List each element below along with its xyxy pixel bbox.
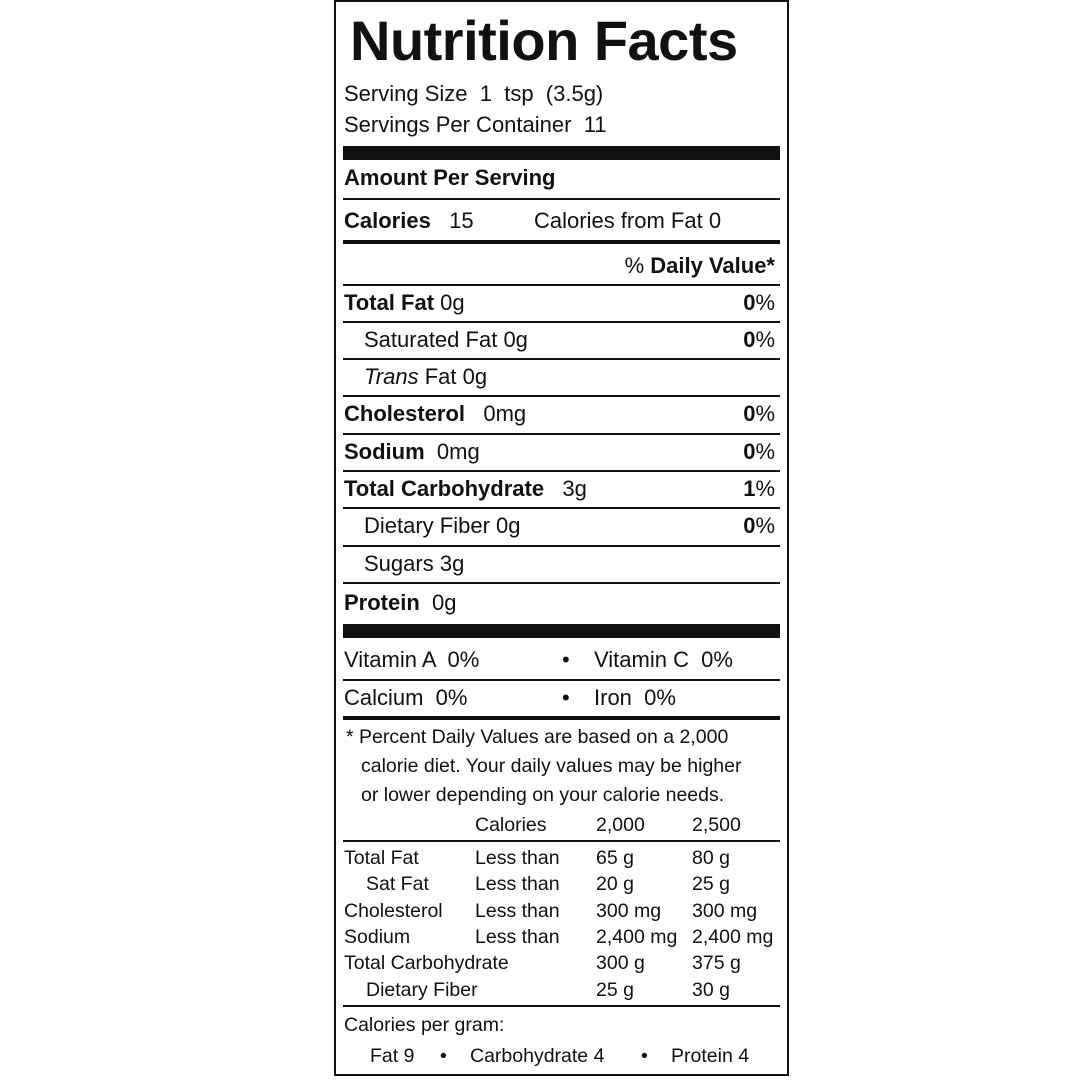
nutrient-name: Cholesterol <box>344 401 466 426</box>
nutrient-row-cholesterol <box>344 401 526 427</box>
divider <box>343 1005 780 1007</box>
nutrient-name: Dietary Fiber <box>364 513 490 538</box>
nutrient-amount: 0g <box>440 290 465 315</box>
calories-from-fat <box>534 208 721 234</box>
bullet: • <box>562 647 570 672</box>
iron: Iron 0% <box>594 685 676 710</box>
nutrient-row-total-carbohydrate <box>344 476 587 502</box>
dv-percent-sign: % <box>755 513 775 538</box>
divider <box>343 582 780 584</box>
dv-percent-sign: % <box>755 327 775 352</box>
divider <box>343 358 780 360</box>
divider-medium <box>343 240 780 244</box>
calories-per-gram-label: Calories per gram: <box>344 1014 505 1036</box>
nutrient-dv <box>743 439 775 465</box>
nutrient-amount: 3g <box>439 551 465 576</box>
nutrient-dv <box>743 290 775 316</box>
servings-per-container <box>344 112 607 138</box>
servings-per-container-label: Servings Per Container <box>344 112 572 137</box>
amount-per-serving: Amount Per Serving <box>344 165 556 190</box>
nutrient-row-protein <box>344 590 457 616</box>
dv-table-cell: Dietary Fiber <box>366 979 478 1001</box>
label-title: Nutrition Facts <box>350 9 738 72</box>
nutrient-amount: 0g <box>503 327 528 352</box>
nutrient-name: Total Fat <box>344 290 435 315</box>
nutrient-amount: 3g <box>562 476 587 501</box>
nutrient-name: Sugars <box>364 551 434 576</box>
nutrient-dv <box>743 513 775 539</box>
calories-per-gram-protein: Protein 4 <box>671 1045 750 1067</box>
vitamin-a: Vitamin A 0% <box>344 647 480 672</box>
divider <box>343 679 780 681</box>
calories-from-fat-value: 0 <box>708 208 722 233</box>
footnote-line: * Percent Daily Values are based on a 2,000 <box>346 726 729 748</box>
nutrient-row-sugars <box>364 551 464 577</box>
dv-table-cell: 65 g <box>596 847 634 869</box>
dv-table-cell: Less than <box>475 926 560 948</box>
dv-percent-sign: % <box>755 290 775 315</box>
nutrient-row-sodium <box>344 439 480 465</box>
dv-table-cell: 80 g <box>692 847 730 869</box>
dv-table-cell: Sodium <box>344 926 411 948</box>
dv-table-cell: 300 g <box>596 952 645 974</box>
calories-per-gram-fat: Fat 9 <box>370 1045 415 1067</box>
dv-percent-sign: % <box>755 401 775 426</box>
dv-table-cell: Less than <box>475 847 560 869</box>
dv-table-cell: Sat Fat <box>366 873 429 895</box>
nutrient-amount: 0g <box>432 590 457 615</box>
daily-value-label: Daily Value* <box>650 253 775 278</box>
nutrient-dv <box>743 327 775 353</box>
dv-table-cell: 300 mg <box>596 900 662 922</box>
divider <box>343 545 780 547</box>
calories-per-gram-carbohydrate: Carbohydrate 4 <box>470 1045 605 1067</box>
dv-table-cell: 300 mg <box>692 900 758 922</box>
dv-value: 0 <box>743 401 756 426</box>
nutrient-row-saturated-fat <box>364 327 528 353</box>
dv-table-cell: 25 g <box>596 979 634 1001</box>
dv-table-cell: 30 g <box>692 979 730 1001</box>
dv-table-cell: 2,400 mg <box>692 926 774 948</box>
dv-table-cell: 20 g <box>596 873 634 895</box>
dv-table-cell: 375 g <box>692 952 741 974</box>
dv-value: 1 <box>743 476 756 501</box>
nutrition-facts-label <box>334 0 789 1076</box>
nutrient-name: Protein <box>344 590 420 615</box>
footnote-line: calorie diet. Your daily values may be higher <box>361 755 742 777</box>
dv-table-cell: 25 g <box>692 873 730 895</box>
nutrient-dv <box>743 401 775 427</box>
dv-table-cell: Total Carbohydrate <box>344 952 509 974</box>
divider <box>343 321 780 323</box>
dv-table-cell: Total Fat <box>344 847 419 869</box>
bullet: • <box>562 685 570 710</box>
nutrient-name: Total Carbohydrate <box>344 476 545 501</box>
dv-value: 0 <box>743 439 756 464</box>
divider <box>343 284 780 286</box>
nutrient-name: Trans <box>364 364 419 389</box>
dv-table-header: 2,500 <box>692 814 741 836</box>
nutrient-row-total-fat <box>344 290 465 316</box>
calcium: Calcium 0% <box>344 685 468 710</box>
divider-thick <box>343 146 780 160</box>
dv-table-header: Calories <box>475 814 547 836</box>
calories-row <box>344 208 474 234</box>
serving-size-label: Serving Size <box>344 81 468 106</box>
dv-table-cell: 2,400 mg <box>596 926 678 948</box>
servings-per-container-value: 11 <box>583 112 607 137</box>
dv-table-cell: Cholesterol <box>344 900 443 922</box>
nutrient-amount: 0mg <box>436 439 480 464</box>
dv-percent-sign: % <box>755 439 775 464</box>
dv-table-cell: Less than <box>475 900 560 922</box>
nutrient-amount: Fat 0g <box>424 364 488 389</box>
nutrient-row-dietary-fiber <box>364 513 521 539</box>
serving-size-value: 1 tsp (3.5g) <box>479 81 604 106</box>
bullet: • <box>641 1045 648 1067</box>
divider-medium <box>343 716 780 720</box>
daily-value-header <box>625 253 775 279</box>
vitamin-c: Vitamin C 0% <box>594 647 733 672</box>
nutrient-dv <box>743 476 775 502</box>
nutrient-row-trans-fat <box>364 364 487 390</box>
dv-value: 0 <box>743 327 756 352</box>
dv-value: 0 <box>743 513 756 538</box>
dv-table-cell: Less than <box>475 873 560 895</box>
divider <box>343 840 780 842</box>
nutrient-name: Saturated Fat <box>364 327 498 352</box>
divider <box>343 507 780 509</box>
bullet: • <box>440 1045 447 1067</box>
nutrient-name: Sodium <box>344 439 425 464</box>
divider <box>343 198 780 200</box>
dv-table-header: 2,000 <box>596 814 645 836</box>
nutrient-amount: 0g <box>496 513 521 538</box>
footnote-line: or lower depending on your calorie needs. <box>361 784 725 806</box>
calories-value: 15 <box>449 208 474 233</box>
calories-from-fat-label: Calories from Fat <box>534 208 703 233</box>
divider <box>343 395 780 397</box>
divider <box>343 433 780 435</box>
daily-value-prefix: % <box>624 253 645 278</box>
divider-thick <box>343 624 780 638</box>
divider <box>343 470 780 472</box>
nutrient-amount: 0mg <box>483 401 527 426</box>
calories-label: Calories <box>344 208 431 233</box>
dv-value: 0 <box>743 290 756 315</box>
serving-size <box>344 81 603 107</box>
dv-percent-sign: % <box>755 476 775 501</box>
